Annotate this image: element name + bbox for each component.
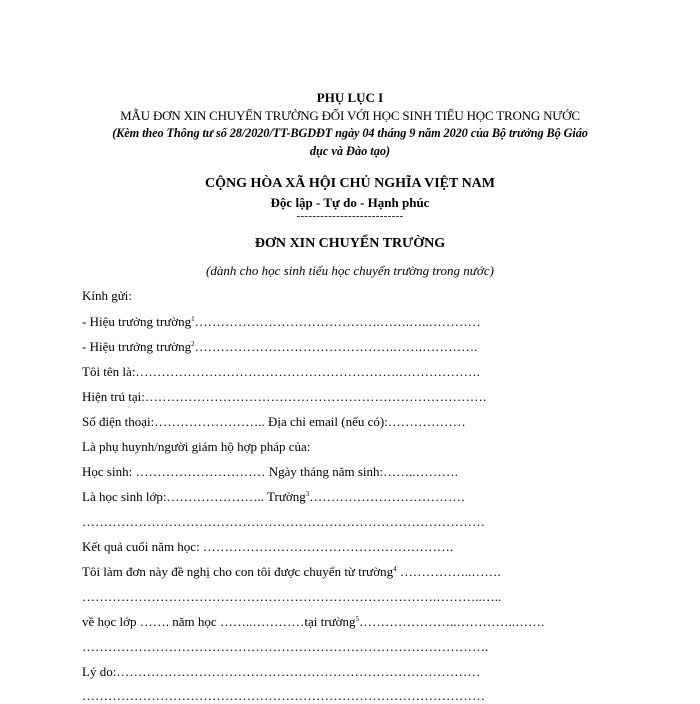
- principal-1-blank: …………………………………….…….…..…………: [194, 314, 481, 329]
- attachment-note-line-2: dục và Đào tạo): [309, 144, 391, 158]
- principal-2-blank: ……………………………………….…….………….: [194, 339, 478, 354]
- appendix-heading: PHỤ LỤC I: [316, 90, 384, 105]
- transfer-line: [82, 614, 544, 630]
- republic-heading: CỘNG HÒA XÃ HỘI CHỦ NGHĨA VIỆT NAM: [204, 176, 495, 191]
- request-label: Tôi làm đơn này đề nghị cho con tôi được chuyển từ trường: [82, 564, 394, 579]
- blank-line-2: ……………………………………………………………………….………..…..: [82, 589, 502, 604]
- form-title: MẪU ĐƠN XIN CHUYỂN TRƯỜNG ĐỐI VỚI HỌC SINH TIỂU HỌC TRONG NƯỚC: [120, 108, 580, 123]
- attachment-note-line-1: (Kèm theo Thông tư số 28/2020/TT-BGDĐT ngày 04 tháng 9 năm 2020 của Bộ trưởng Bộ Giáo: [112, 126, 588, 140]
- header-divider: ---------------------------: [296, 210, 404, 222]
- principal-1-label: - Hiệu trưởng trường: [82, 314, 192, 329]
- phone-email-line: Số điện thoại:…………………….. Địa chỉ email (nếu có):………………: [82, 414, 466, 429]
- result-line: Kết quả cuối năm học: ………………………………………………….: [82, 539, 454, 554]
- greeting: Kính gửi:: [82, 288, 133, 303]
- student-line: Học sinh: ………………………… Ngày tháng năm sinh:……..……….: [82, 464, 458, 479]
- footnote-2-marker: 2: [191, 340, 195, 348]
- motto: Độc lập - Tự do - Hạnh phúc: [270, 195, 430, 210]
- class-school-line: [82, 489, 465, 505]
- blank-line-4: …………………………………………………………………………………: [82, 688, 485, 703]
- blank-line-3: ………………………………………………………………………………….: [82, 639, 489, 654]
- document-title: ĐƠN XIN CHUYỂN TRƯỜNG: [254, 236, 446, 251]
- principal-1-line: [82, 314, 481, 330]
- footnote-3-marker: 3: [305, 490, 310, 498]
- request-line: [82, 564, 501, 580]
- class-school-label: Là học sinh lớp:………………….. Trường: [82, 489, 306, 504]
- footnote-4-marker: 4: [393, 565, 397, 573]
- reason-line: Lý do:…………………………………………………………………………: [82, 664, 481, 679]
- principal-2-label: - Hiệu trưởng trường: [82, 339, 192, 354]
- footnote-5-marker: 5: [355, 615, 360, 623]
- name-line: Tôi tên là:…………………………………………………….……………….: [82, 364, 480, 379]
- class-school-blank: ………………………………: [309, 489, 466, 504]
- footnote-1-marker: 1: [191, 315, 195, 323]
- document-subtitle: (dành cho học sinh tiểu học chuyển trường trong nước): [206, 263, 494, 278]
- guardian-line: Là phụ huynh/người giám hộ hợp pháp của:: [82, 439, 311, 454]
- transfer-blank: …………………..…………..…….: [359, 614, 545, 629]
- blank-line-1: …………………………………………………………………………………: [82, 514, 485, 529]
- request-blank: ……………..…….: [396, 564, 501, 579]
- residence-line: Hiện trú tại:…………………………………………………………………….: [82, 389, 487, 404]
- principal-2-line: [82, 339, 477, 355]
- transfer-label: về học lớp ……. năm học ……..…………tại trường: [82, 614, 356, 629]
